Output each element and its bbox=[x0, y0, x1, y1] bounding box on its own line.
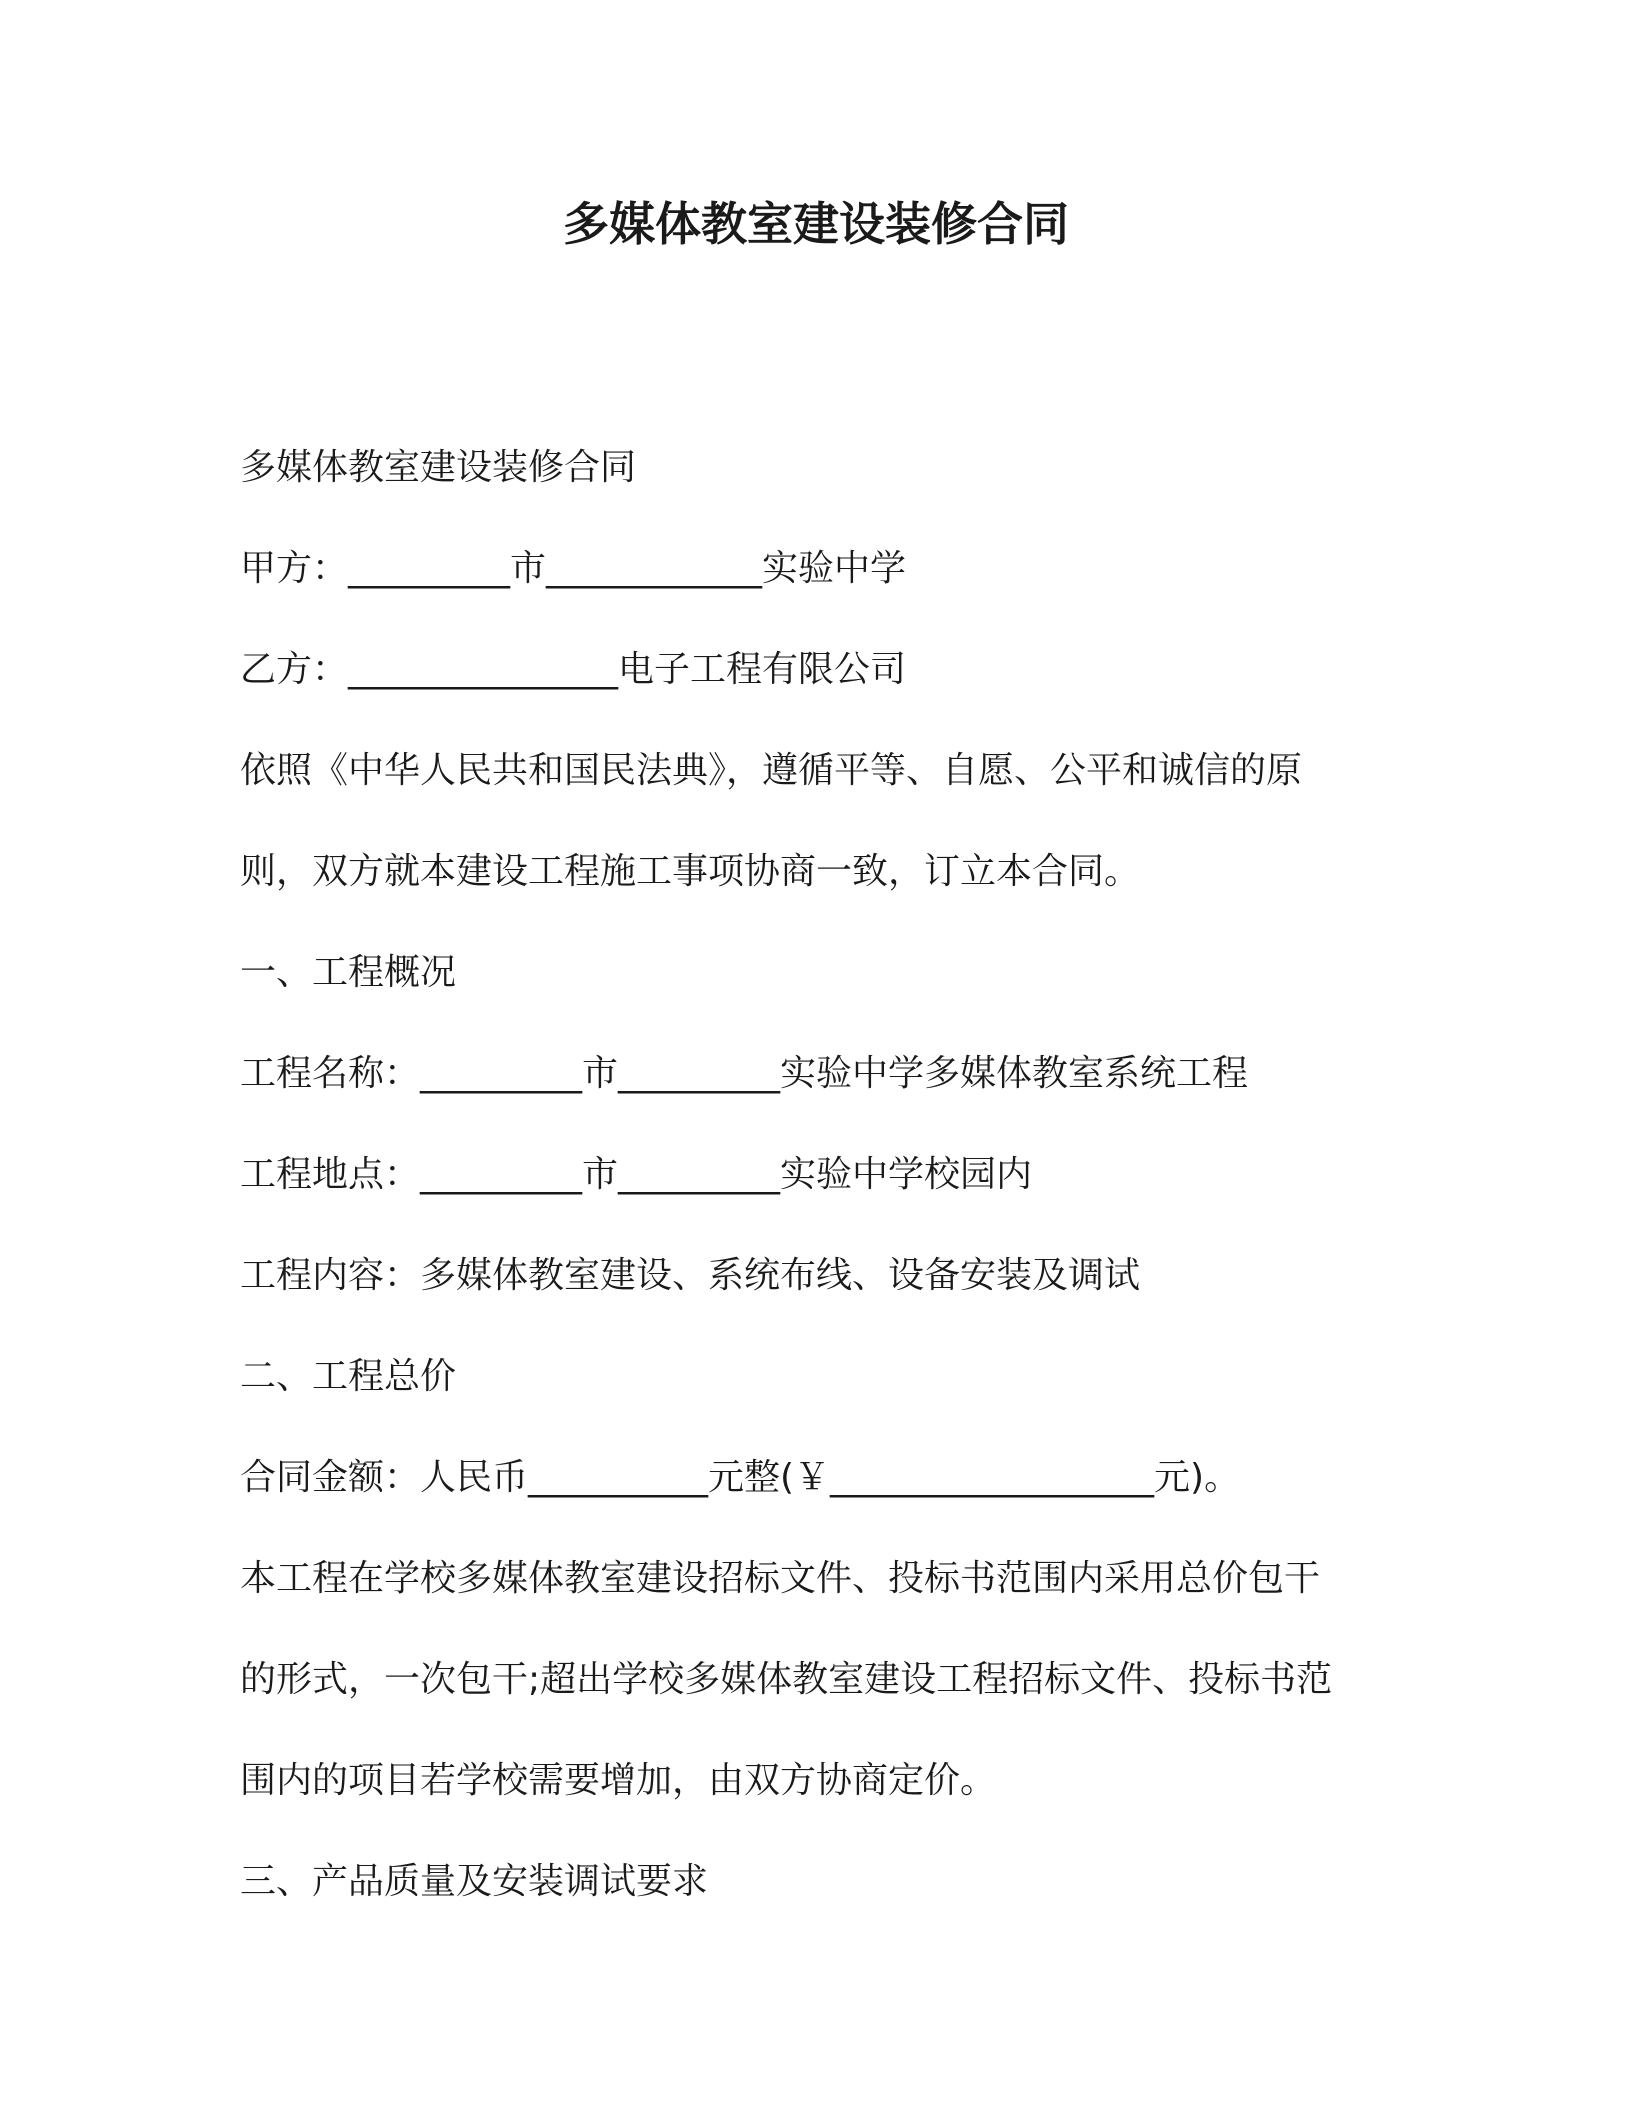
section-heading-2: 二、工程总价 bbox=[240, 1356, 457, 1397]
pricing-paragraph-line-2: 的形式，一次包干;超出学校多媒体教室建设工程招标文件、投标书范 bbox=[240, 1659, 1333, 1700]
party-a-line: 甲方：_________市____________实验中学 bbox=[240, 548, 907, 589]
document-title: 多媒体教室建设装修合同 bbox=[563, 197, 1069, 251]
party-b-line: 乙方：_______________电子工程有限公司 bbox=[240, 649, 907, 690]
pricing-paragraph-line-3: 围内的项目若学校需要增加，由双方协商定价。 bbox=[240, 1760, 997, 1801]
pricing-paragraph-line-1: 本工程在学校多媒体教室建设招标文件、投标书范围内采用总价包干 bbox=[240, 1558, 1321, 1599]
project-name-line: 工程名称：_________市_________实验中学多媒体教室系统工程 bbox=[240, 1053, 1249, 1094]
project-content-line: 工程内容：多媒体教室建设、系统布线、设备安装及调试 bbox=[240, 1255, 1141, 1296]
section-heading-3: 三、产品质量及安装调试要求 bbox=[240, 1861, 709, 1902]
preamble-line-1: 依照《中华人民共和国民法典》，遵循平等、自愿、公平和诚信的原 bbox=[240, 750, 1303, 791]
section-heading-1: 一、工程概况 bbox=[240, 952, 457, 993]
contract-amount-line: 合同金额：人民币__________元整(￥__________________元)。 bbox=[240, 1457, 1241, 1498]
document-body bbox=[240, 417, 1390, 1932]
project-location-line: 工程地点：_________市_________实验中学校园内 bbox=[240, 1154, 1033, 1195]
preamble-line-2: 则，双方就本建设工程施工事项协商一致，订立本合同。 bbox=[240, 851, 1141, 892]
subtitle-line: 多媒体教室建设装修合同 bbox=[240, 447, 637, 488]
